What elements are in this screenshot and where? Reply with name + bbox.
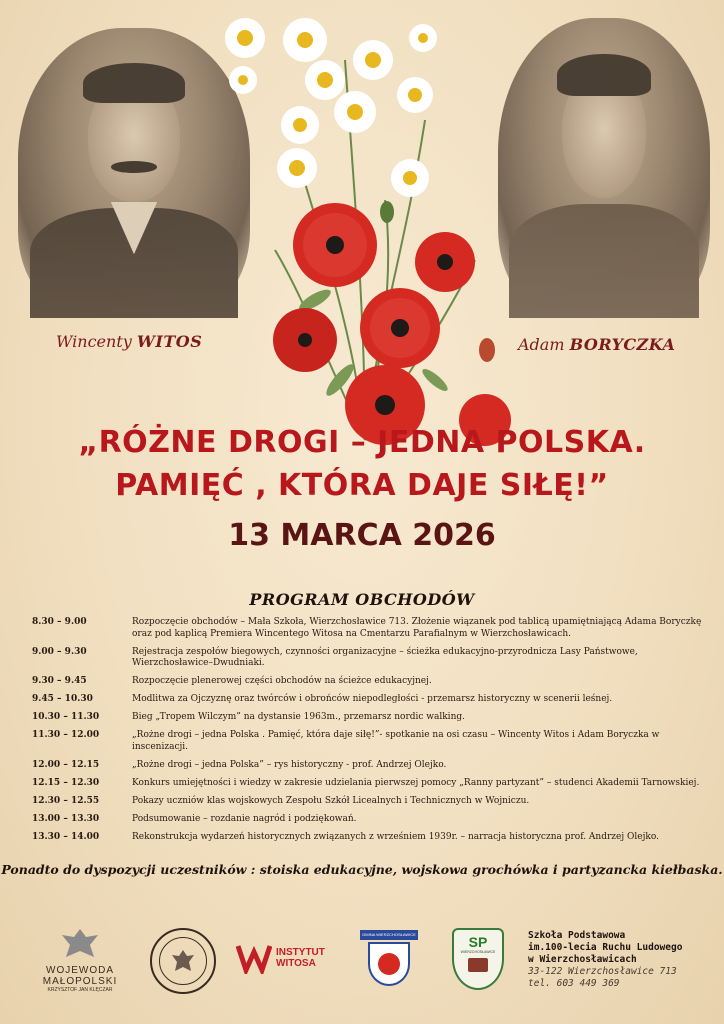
sp-text: SP [468, 934, 488, 950]
name-wincenty-witos: Wincenty WITOS [56, 332, 203, 351]
program-description-line-2: Wierzchosławice–Dwudniaki. [132, 658, 265, 668]
program-description-line-1: Rekonstrukcja wydarzeń historycznych związanych z wrześniem 1939r. – narracja historyczna prof. Andrzej Olejko. [132, 831, 659, 842]
program-description-line-1: Rozpoczęcie plenerowej części obchodów na ścieżce edukacyjnej. [132, 676, 432, 686]
school-address: 33-122 Wierzchosławice 713 [528, 966, 677, 977]
logo-ipn [150, 928, 216, 994]
program-description [132, 730, 702, 753]
program-time: 9.30 – 9.45 [32, 676, 87, 686]
program-schedule [32, 617, 702, 850]
witos-line-2: WITOSA [276, 958, 316, 969]
program-time: 13.30 – 14.00 [32, 831, 100, 842]
program-description-line-1: „Rożne drogi – jedna Polska” – rys historyczny - prof. Andrzej Olejko. [132, 759, 447, 770]
program-description [132, 647, 702, 670]
name-adam-boryczka: Adam BORYCZKA [518, 335, 676, 354]
program-time: 12.30 – 12.55 [32, 795, 100, 806]
logo-instytut-witosa [236, 942, 346, 974]
program-description [132, 712, 702, 724]
program-row [32, 760, 702, 772]
program-time: 11.30 – 12.00 [32, 730, 100, 740]
logo-gmina-wierzchoslawice [360, 930, 418, 990]
program-heading: PROGRAM OBCHODÓW [249, 590, 475, 609]
poppy-flowers [273, 201, 511, 446]
program-description [132, 814, 702, 826]
program-row [32, 676, 702, 688]
program-description-line-2: oraz pod kaplicą Premiera Wincentego Witosa na Cmentarzu Parafialnym w Wierzchosławicach. [132, 628, 572, 639]
gmina-text: GMINA WIERZCHOSŁAWICE [360, 930, 418, 940]
portrait-adam-boryczka [498, 18, 710, 318]
witos-w-icon [236, 942, 272, 974]
program-row [32, 796, 702, 808]
logo-szkola-podstawowa [452, 928, 504, 990]
program-description [132, 617, 702, 640]
program-row [32, 832, 702, 844]
program-description [132, 694, 702, 706]
program-description [132, 796, 702, 808]
school-name-line-3: w Wierzchosławicach [528, 954, 637, 965]
program-description-line-1: Rozpoczęcie obchodów – Mała Szkoła, Wierzchosławice 713. Złożenie wiązanek pod tablicą upamiętniającą Adama Boryczkę [132, 617, 702, 627]
program-time: 9.00 – 9.30 [32, 646, 87, 657]
school-address-block [528, 930, 718, 990]
program-row [32, 617, 702, 640]
program-time: 12.00 – 12.15 [32, 759, 100, 770]
program-row [32, 694, 702, 706]
white-eagle-icon [30, 925, 130, 961]
program-time: 9.45 – 10.30 [32, 694, 93, 704]
program-description [132, 778, 702, 790]
program-row [32, 778, 702, 790]
program-time: 10.30 – 11.30 [32, 712, 100, 722]
sp-sub: WIERZCHOSŁAWICE [460, 950, 496, 954]
program-time: 8.30 – 9.00 [32, 617, 87, 627]
program-description-line-1: Rejestracja zespołów biegowych, czynności organizacyjne – ścieżka edukacyjno-przyrodnicza Lasy Państwowe, [132, 646, 638, 657]
daisy-flowers [225, 18, 437, 197]
event-title-line-2: PAMIĘĆ , KTÓRA DAJE SIŁĘ!” [115, 468, 609, 503]
program-time: 12.15 – 12.30 [32, 777, 100, 788]
program-row [32, 647, 702, 670]
logo-wojewoda-malopolski [30, 925, 130, 993]
flower-bouquet-illustration [205, 0, 525, 450]
wojewoda-line-1: WOJEWODA [46, 965, 114, 976]
event-date: 13 MARCA 2026 [228, 518, 496, 553]
witos-line-1: INSTYTUT [276, 947, 325, 958]
footer-note: Ponadto do dyspozycji uczestników : stoiska edukacyjne, wojskowa grochówka i partyzancka kiełbaska. [1, 862, 723, 877]
wojewoda-line-2: MAŁOPOLSKI [42, 976, 118, 987]
program-description-line-1: Modlitwa za Ojczyznę oraz twórców i obrońców niepodległości - przemarsz historyczny w scenerii leśnej. [132, 694, 613, 704]
school-name-line-2: im.100-lecia Ruchu Ludowego [528, 942, 683, 953]
program-time: 13.00 – 13.30 [32, 813, 100, 824]
program-description-line-1: Pokazy uczniów klas wojskowych Zespołu Szkół Licealnych i Technicznych w Wojniczu. [132, 795, 530, 806]
school-name-line-1: Szkoła Podstawowa [528, 930, 626, 941]
program-description-line-1: Konkurs umiejętności i wiedzy w zakresie udzielania pierwszej pomocy „Ranny partyzant” – studenci Akademii Tarnowskiej. [132, 777, 700, 788]
program-description-line-1: Bieg „Tropem Wilczym” na dystansie 1963m., przemarsz nordic walking. [132, 712, 465, 722]
program-description [132, 676, 702, 688]
program-description-line-1: Podsumowanie – rozdanie nagród i podziękowań. [132, 813, 357, 824]
wojewoda-line-3: KRZYSZTOF JAN KLĘCZAR [47, 987, 113, 993]
event-title-line-1: „RÓŻNE DROGI – JEDNA POLSKA. [78, 425, 646, 460]
school-phone: tel. 603 449 369 [528, 978, 620, 989]
program-description [132, 832, 702, 844]
program-row [32, 712, 702, 724]
program-description [132, 760, 702, 772]
program-row [32, 814, 702, 826]
program-description-line-1: „Rożne drogi – jedna Polska . Pamięć, która daje siłę!”- spotkanie na osi czasu – Wincenty Witos i Adam Boryczka w inscenizacji. [132, 730, 660, 752]
program-row [32, 730, 702, 753]
